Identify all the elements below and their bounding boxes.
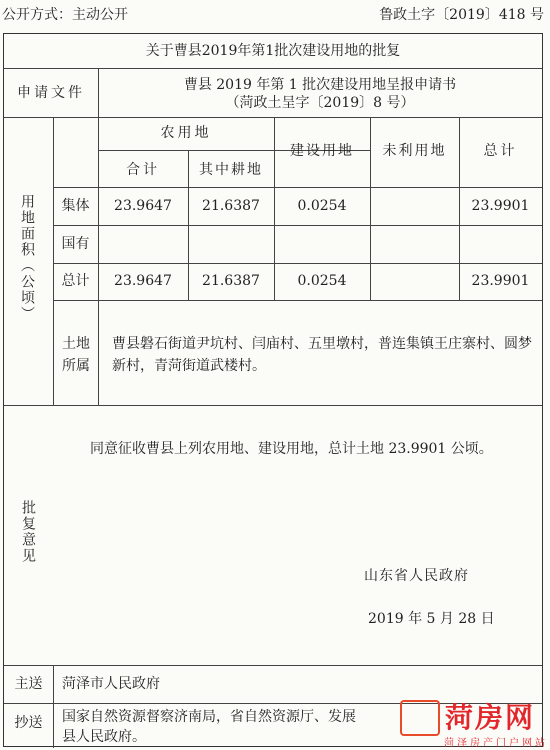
divider — [53, 117, 54, 405]
disclosure-label: 公开方式：主动公开 — [2, 7, 128, 23]
divider — [4, 117, 542, 118]
collective-total: 23.9901 — [471, 198, 530, 214]
row-label-collective: 集体 — [61, 198, 90, 214]
collective-construction: 0.0254 — [297, 198, 347, 214]
document-title: 关于曹县2019年第1批次建设用地的批复 — [145, 43, 401, 59]
collective-cultivated: 21.6387 — [202, 198, 260, 214]
opinion-label: 批复意见 — [20, 500, 36, 564]
grand-cultivated: 21.6387 — [202, 273, 260, 289]
collective-farmland-total: 23.9647 — [114, 198, 172, 214]
ownership-label: 土地所属 — [62, 336, 90, 374]
ownership-text: 曹县磐石街道尹坑村、闫庙村、五里墩村，普连集镇王庄寨村、圆梦新村，青菏街道武楼村。 — [112, 336, 532, 374]
send-to-text: 菏泽市人民政府 — [62, 676, 160, 692]
construction-header: 建设用地 — [290, 143, 354, 159]
document-header — [0, 0, 550, 30]
divider — [4, 405, 542, 406]
send-to-label: 主送 — [14, 676, 43, 692]
grand-farmland-total: 23.9647 — [114, 273, 172, 289]
land-area-label: 用地面积（公顷） — [19, 194, 35, 322]
divider — [53, 225, 542, 226]
watermark-name: 菏房网 — [445, 701, 536, 734]
opinion-text: 同意征收曹县上列农用地、建设用地，总计土地 23.9901 公顷。 — [90, 441, 493, 457]
document-number: 鲁政土字〔2019〕418 号 — [379, 7, 544, 23]
cultivated-header: 其中耕地 — [199, 162, 263, 178]
application-reference: （菏政土呈字〔2019〕8 号） — [225, 95, 415, 111]
divider — [4, 665, 542, 666]
cc-text-continued: 县人民政府。 — [62, 729, 146, 745]
divider — [53, 665, 54, 748]
approval-form-table — [3, 33, 543, 747]
farmland-total-header: 合计 — [126, 162, 160, 178]
divider — [53, 300, 542, 301]
row-label-grand-total: 总计 — [61, 273, 90, 289]
grand-total: 23.9901 — [471, 273, 530, 289]
cc-text: 国家自然资源督察济南局，省自然资源厅、发展 — [62, 709, 356, 725]
divider — [53, 187, 542, 188]
watermark-subtitle: 菏泽房产门户网站 — [444, 738, 548, 749]
logo-mark-icon — [400, 700, 440, 736]
unused-header: 未利用地 — [382, 143, 447, 159]
opinion-date: 2019 年 5 月 28 日 — [368, 611, 495, 627]
farmland-header: 农用地 — [160, 125, 212, 141]
row-label-state: 国有 — [61, 236, 90, 252]
cc-label: 抄送 — [14, 715, 43, 731]
application-title: 曹县 2019 年第 1 批次建设用地呈报申请书 — [183, 77, 457, 93]
grand-construction: 0.0254 — [297, 273, 347, 289]
total-header: 总计 — [483, 143, 518, 159]
divider — [53, 263, 542, 264]
opinion-signer: 山东省人民政府 — [364, 568, 469, 584]
application-label: 申请文件 — [17, 85, 85, 101]
watermark-logo — [400, 700, 550, 750]
divider — [4, 68, 542, 69]
